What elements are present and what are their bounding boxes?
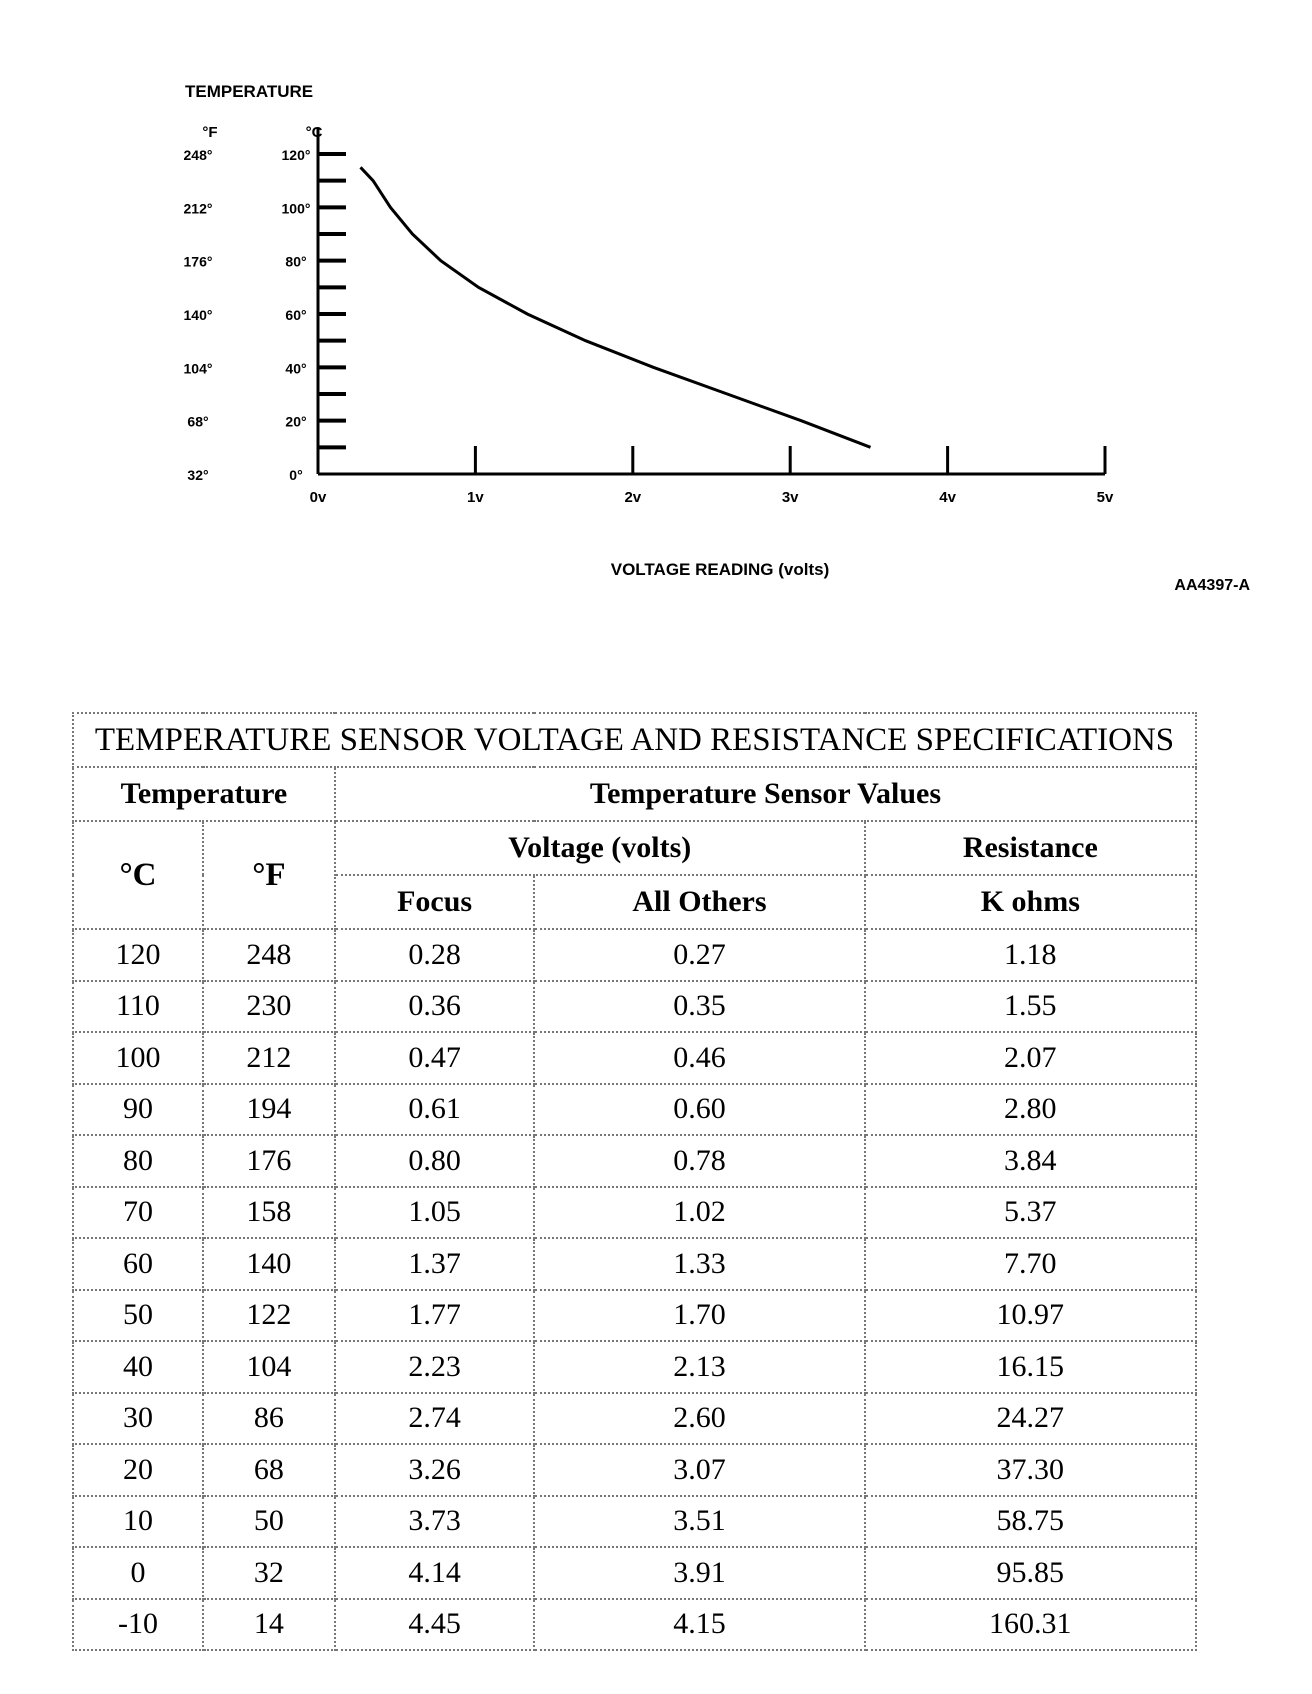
- focus-voltage-cell: 2.23: [335, 1341, 534, 1393]
- voltage-group-header: Voltage (volts): [335, 821, 865, 875]
- resistance-cell: 16.15: [865, 1341, 1196, 1393]
- resistance-cell: 58.75: [865, 1496, 1196, 1548]
- focus-column-header: Focus: [335, 875, 534, 929]
- fahrenheit-cell: 230: [203, 981, 335, 1033]
- y-tick-label-f: 32°: [187, 467, 209, 483]
- fahrenheit-cell: 140: [203, 1238, 335, 1290]
- fahrenheit-cell: 86: [203, 1393, 335, 1445]
- all-others-voltage-cell: 0.60: [534, 1084, 864, 1136]
- celsius-cell: 10: [73, 1496, 203, 1548]
- all-others-voltage-cell: 1.70: [534, 1290, 864, 1342]
- focus-voltage-cell: 0.61: [335, 1084, 534, 1136]
- fahrenheit-cell: 158: [203, 1187, 335, 1239]
- table-row: [73, 1547, 1196, 1599]
- celsius-cell: 110: [73, 981, 203, 1033]
- unit-c-label: °C: [305, 124, 323, 141]
- fahrenheit-column-header: °F: [203, 821, 335, 929]
- y-tick-label-f: 140°: [183, 307, 213, 323]
- celsius-cell: 80: [73, 1135, 203, 1187]
- table-row: [73, 1238, 1196, 1290]
- focus-voltage-cell: 0.28: [335, 929, 534, 981]
- table-row: [73, 1290, 1196, 1342]
- y-tick-label-f: 212°: [183, 200, 213, 217]
- focus-voltage-cell: 2.74: [335, 1393, 534, 1445]
- focus-voltage-cell: 1.77: [335, 1290, 534, 1342]
- celsius-cell: 0: [73, 1547, 203, 1599]
- y-tick-label-f: 68°: [187, 413, 209, 430]
- celsius-cell: 90: [73, 1084, 203, 1136]
- celsius-cell: 100: [73, 1032, 203, 1084]
- spec-table: [72, 712, 1197, 1651]
- table-row: [73, 929, 1196, 981]
- fahrenheit-cell: 14: [203, 1599, 335, 1651]
- all-others-voltage-cell: 4.15: [534, 1599, 864, 1651]
- fahrenheit-cell: 122: [203, 1290, 335, 1342]
- fahrenheit-cell: 212: [203, 1032, 335, 1084]
- focus-voltage-cell: 0.80: [335, 1135, 534, 1187]
- all-others-voltage-cell: 2.13: [534, 1341, 864, 1393]
- all-others-voltage-cell: 0.27: [534, 929, 864, 981]
- fahrenheit-cell: 32: [203, 1547, 335, 1599]
- resistance-cell: 24.27: [865, 1393, 1196, 1445]
- fahrenheit-cell: 68: [203, 1444, 335, 1496]
- resistance-cell: 1.55: [865, 981, 1196, 1033]
- table-row: [73, 1341, 1196, 1393]
- table-row: [73, 1187, 1196, 1239]
- y-tick-label-c: 0°: [289, 467, 303, 483]
- x-tick-label: 5v: [1096, 489, 1114, 506]
- all-others-voltage-cell: 0.35: [534, 981, 864, 1033]
- all-others-voltage-cell: 0.78: [534, 1135, 864, 1187]
- table-row: [73, 1135, 1196, 1187]
- celsius-cell: 120: [73, 929, 203, 981]
- sensor-values-group-header: Temperature Sensor Values: [335, 767, 1196, 821]
- focus-voltage-cell: 1.05: [335, 1187, 534, 1239]
- celsius-cell: 70: [73, 1187, 203, 1239]
- resistance-cell: 10.97: [865, 1290, 1196, 1342]
- y-axis: [184, 128, 346, 483]
- x-tick-label: 1v: [467, 489, 484, 506]
- table-row: [73, 1599, 1196, 1651]
- y-tick-label-c: 100°: [281, 200, 311, 217]
- celsius-cell: 40: [73, 1341, 203, 1393]
- focus-voltage-cell: 4.14: [335, 1547, 534, 1599]
- x-tick-label: 2v: [624, 489, 642, 506]
- chart-title: TEMPERATURE: [185, 82, 314, 101]
- all-others-voltage-cell: 3.51: [534, 1496, 864, 1548]
- focus-voltage-cell: 3.73: [335, 1496, 534, 1548]
- celsius-cell: 20: [73, 1444, 203, 1496]
- resistance-cell: 5.37: [865, 1187, 1196, 1239]
- focus-voltage-cell: 3.26: [335, 1444, 534, 1496]
- all-others-voltage-cell: 3.07: [534, 1444, 864, 1496]
- fahrenheit-cell: 104: [203, 1341, 335, 1393]
- y-tick-label-f: 176°: [183, 253, 213, 270]
- y-tick-label-c: 20°: [285, 413, 307, 430]
- y-tick-label-f: 104°: [183, 360, 213, 377]
- temperature-voltage-chart: [0, 0, 1312, 620]
- all-others-voltage-cell: 0.46: [534, 1032, 864, 1084]
- resistance-cell: 1.18: [865, 929, 1196, 981]
- celsius-cell: -10: [73, 1599, 203, 1651]
- resistance-cell: 95.85: [865, 1547, 1196, 1599]
- resistance-group-header: Resistance: [865, 821, 1196, 875]
- table-row: [73, 1393, 1196, 1445]
- all-others-voltage-cell: 3.91: [534, 1547, 864, 1599]
- resistance-cell: 3.84: [865, 1135, 1196, 1187]
- all-others-voltage-cell: 1.02: [534, 1187, 864, 1239]
- focus-voltage-cell: 1.37: [335, 1238, 534, 1290]
- y-tick-label-f: 248°: [183, 147, 213, 163]
- celsius-column-header: °C: [73, 821, 203, 929]
- unit-f-label: °F: [202, 124, 218, 141]
- focus-voltage-cell: 0.47: [335, 1032, 534, 1084]
- y-tick-label-c: 80°: [285, 253, 307, 270]
- focus-voltage-cell: 0.36: [335, 981, 534, 1033]
- fahrenheit-cell: 194: [203, 1084, 335, 1136]
- resistance-cell: 37.30: [865, 1444, 1196, 1496]
- x-axis: [310, 446, 1114, 506]
- table-row: [73, 1032, 1196, 1084]
- celsius-cell: 60: [73, 1238, 203, 1290]
- resistance-cell: 7.70: [865, 1238, 1196, 1290]
- fahrenheit-cell: 248: [203, 929, 335, 981]
- y-tick-label-c: 120°: [281, 147, 311, 163]
- fahrenheit-cell: 176: [203, 1135, 335, 1187]
- celsius-cell: 50: [73, 1290, 203, 1342]
- table-row: [73, 1084, 1196, 1136]
- kohms-column-header: K ohms: [865, 875, 1196, 929]
- temperature-group-header: Temperature: [73, 767, 335, 821]
- voltage-temperature-curve: [361, 167, 871, 447]
- x-tick-label: 3v: [781, 489, 799, 506]
- fahrenheit-cell: 50: [203, 1496, 335, 1548]
- focus-voltage-cell: 4.45: [335, 1599, 534, 1651]
- celsius-cell: 30: [73, 1393, 203, 1445]
- table-body: [73, 929, 1196, 1650]
- y-tick-label-c: 60°: [285, 307, 307, 323]
- figure-id: AA4397-A: [1174, 577, 1250, 594]
- table-row: [73, 1496, 1196, 1548]
- x-tick-label: 4v: [939, 489, 956, 506]
- table-row: [73, 981, 1196, 1033]
- all-others-voltage-cell: 2.60: [534, 1393, 864, 1445]
- table-title: TEMPERATURE SENSOR VOLTAGE AND RESISTANCE SPECIFICATIONS: [73, 713, 1196, 767]
- resistance-cell: 2.80: [865, 1084, 1196, 1136]
- table-row: [73, 1444, 1196, 1496]
- resistance-cell: 160.31: [865, 1599, 1196, 1651]
- resistance-cell: 2.07: [865, 1032, 1196, 1084]
- y-tick-label-c: 40°: [285, 360, 307, 377]
- all-others-column-header: All Others: [534, 875, 864, 929]
- x-tick-label: 0v: [309, 489, 327, 506]
- x-axis-label: VOLTAGE READING (volts): [610, 560, 830, 579]
- all-others-voltage-cell: 1.33: [534, 1238, 864, 1290]
